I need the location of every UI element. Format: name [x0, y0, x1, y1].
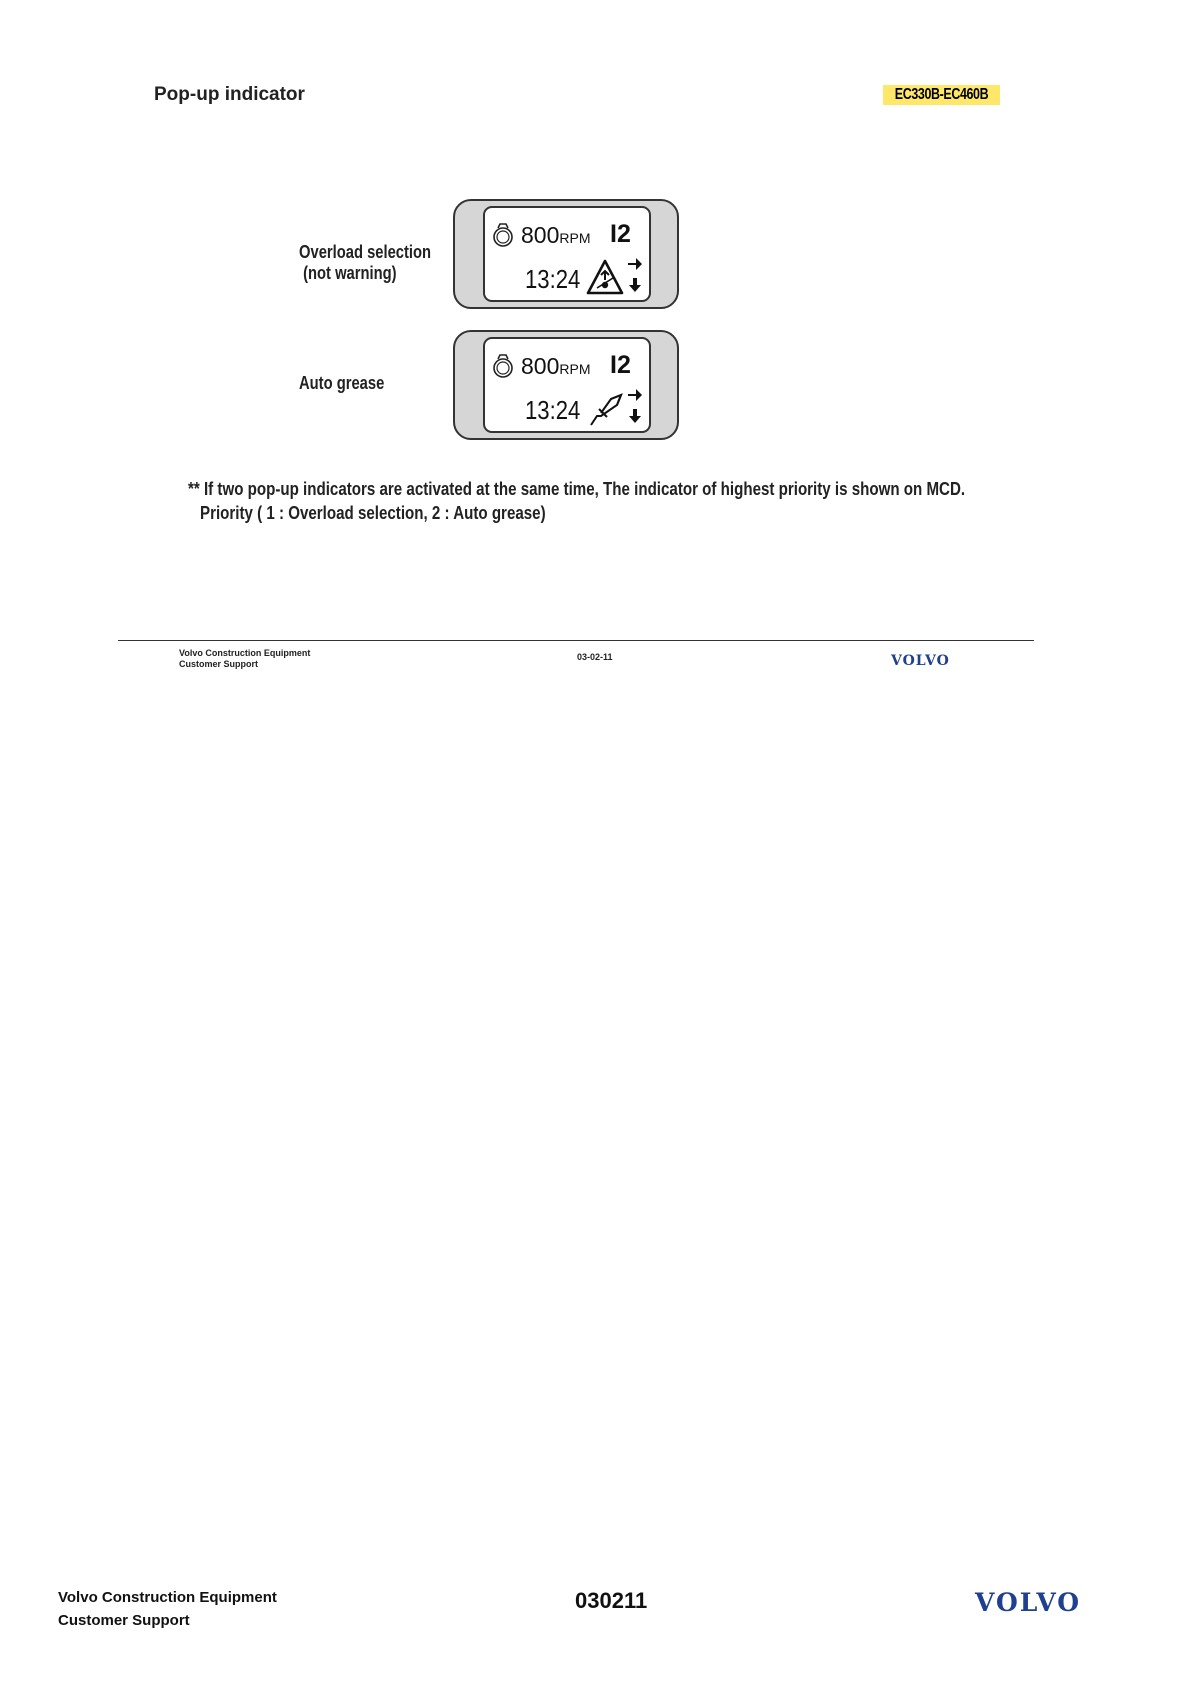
footer-divider	[118, 640, 1034, 641]
rpm-readout	[521, 222, 591, 249]
engine-speed-icon	[491, 221, 515, 249]
rpm-readout	[521, 353, 591, 380]
company-name: Volvo Construction Equipment	[179, 648, 311, 658]
label-line: (not warning)	[299, 263, 397, 283]
mcd-display-overload	[453, 199, 679, 309]
clock-time: 13:24	[525, 395, 581, 425]
volvo-logo: VOLVO	[975, 1588, 1082, 1617]
department-name: Customer Support	[179, 659, 259, 669]
volvo-logo-small: VOLVO	[891, 653, 950, 669]
mcd-screen	[483, 206, 651, 302]
rpm-unit: RPM	[559, 361, 591, 377]
document-number: 030211	[575, 1588, 648, 1613]
inner-footer-company	[179, 648, 310, 670]
clock-time: 13:24	[525, 264, 581, 294]
mcd-display-auto-grease	[453, 330, 679, 440]
gear-indicator: I2	[610, 351, 631, 379]
rpm-value: 800	[521, 222, 560, 248]
overload-selection-label	[299, 242, 431, 284]
label-line: Overload selection	[299, 242, 432, 262]
rpm-value: 800	[521, 353, 560, 379]
mcd-screen	[483, 337, 651, 433]
engine-speed-icon	[491, 352, 515, 380]
overload-warning-icon	[585, 258, 625, 296]
company-name: Volvo Construction Equipment	[58, 1589, 277, 1606]
rpm-unit: RPM	[559, 230, 591, 246]
scroll-arrows-icon	[626, 254, 644, 296]
grease-gun-icon	[587, 389, 627, 429]
priority-note-line1: ** If two pop-up indicators are activated at the same time, The indicator of highest priority is shown on MCD.	[188, 479, 966, 499]
page-title: Pop-up indicator	[154, 84, 305, 105]
label-line: Auto grease	[299, 373, 385, 393]
gear-indicator: I2	[610, 220, 631, 248]
model-badge: EC330B-EC460B	[883, 85, 1000, 105]
auto-grease-label	[299, 373, 384, 394]
inner-footer-date: 03-02-11	[577, 652, 613, 662]
scroll-arrows-icon	[626, 385, 644, 427]
department-name: Customer Support	[58, 1612, 190, 1629]
priority-note-line2: Priority ( 1 : Overload selection, 2 : Auto grease)	[200, 503, 546, 523]
page-footer-company	[58, 1586, 277, 1632]
